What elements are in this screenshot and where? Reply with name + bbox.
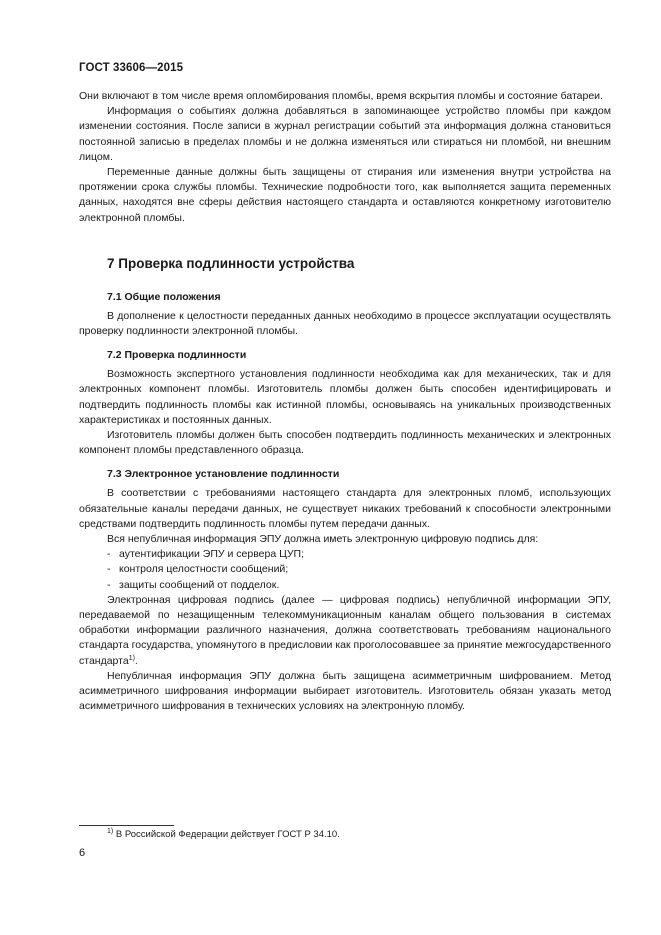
- paragraph-7-3-2: Вся непубличная информация ЭПУ должна иметь электронную цифровую подпись для:: [107, 533, 539, 546]
- list-item: - аутентификации ЭПУ и сервера ЦУП;: [107, 548, 304, 561]
- paragraph-7-3-3: [79, 593, 611, 669]
- paragraph-7-3-1: В соответствии с требованиями настоящего стандарта для электронных пломб, использующих обязательные каналы передачи данных, не существует никаких требований к способности электронными средствами подтвердить подлинность пломбы путем передачи данных.: [79, 487, 611, 530]
- paragraph-7-2-2: Изготовитель пломбы должен быть способен подтвердить подлинность механических и электронных компонент пломбы представленного образца.: [79, 429, 611, 457]
- paragraph-7-2-1: Возможность экспертного установления подлинности необходима как для механических, так и для электронных компонент пломбы. Изготовитель пломбы должен быть способен идентифицировать и подтвердить подлинность пломбы как истинной пломбы, основываясь на уникальных производственных характеристиках и постоянных данных.: [79, 368, 611, 426]
- list-item: - контроля целостности сообщений;: [107, 563, 289, 576]
- list-item-text: контроля целостности сообщений;: [119, 563, 289, 576]
- footnote: [107, 828, 340, 841]
- list-item-text: защиты сообщений от подделок.: [119, 578, 280, 591]
- paragraph-intro-1: Они включают в том числе время опломбирования пломбы, время вскрытия пломбы и состояние батареи.: [79, 90, 603, 102]
- paragraph-7-1-1: В дополнение к целостности переданных данных необходимо в процессе эксплуатации осуществлять проверку подлинности электронной пломбы.: [79, 309, 611, 338]
- footnote-reference: 1): [128, 654, 135, 662]
- footnote-divider: [79, 825, 174, 826]
- page-body: [79, 89, 611, 715]
- footnote-text: В Российской Федерации действует ГОСТ Р 34.10.: [113, 829, 340, 840]
- document-header: ГОСТ 33606—2015: [79, 62, 184, 74]
- footnote-mark: 1): [107, 828, 114, 835]
- list-item: - защиты сообщений от подделок.: [107, 578, 280, 591]
- paragraph-intro-2: Информация о событиях должна добавляться в запоминающее устройство пломбы при каждом изменении состояния. После записи в журнал регистрации событий эта информация должна становиться постоянной записью в пределах пломбы и не должна изменяться или стираться ни пломбой, ни внешним лицом.: [79, 105, 611, 163]
- paragraph-7-3-3-end: .: [134, 654, 138, 667]
- paragraph-7-3-3-text: Электронная цифровая подпись (далее — цифровая подпись) непубличной информации ЭПУ, передаваемой по незащищенным телекоммуникационным каналам общего пользования в системах обработки информации различного назначения, должна соответствовать требованиям национального стандарта государства, упомянутого в предисловии как проголосовавшее за принятие межгосударственного стандарта: [79, 593, 611, 667]
- subsection-heading-7-1: 7.1 Общие положения: [107, 290, 221, 303]
- page-number: 6: [79, 847, 86, 859]
- paragraph-7-3-4: Непубличная информация ЭПУ должна быть защищена асимметричным шифрованием. Метод асимметричного шифрования информации выбирает изготовитель. Изготовитель обязан указать метод асимметричного шифрования в технических условиях на электронную пломбу.: [79, 669, 611, 713]
- subsection-heading-7-2: 7.2 Проверка подлинности: [107, 349, 247, 362]
- list-item-text: аутентификации ЭПУ и сервера ЦУП;: [119, 548, 304, 561]
- paragraph-intro-3: Переменные данные должны быть защищены от стирания или изменения внутри устройства на протяжении срока службы пломбы. Технические подробности того, как выполняется защита переменных данных, находятся вне сферы действия настоящего стандарта и оставляются конкретному изготовителю электронной пломбы.: [79, 166, 611, 224]
- subsection-heading-7-3: 7.3 Электронное установление подлинности: [107, 468, 340, 481]
- section-heading-7: 7 Проверка подлинности устройства: [107, 255, 355, 271]
